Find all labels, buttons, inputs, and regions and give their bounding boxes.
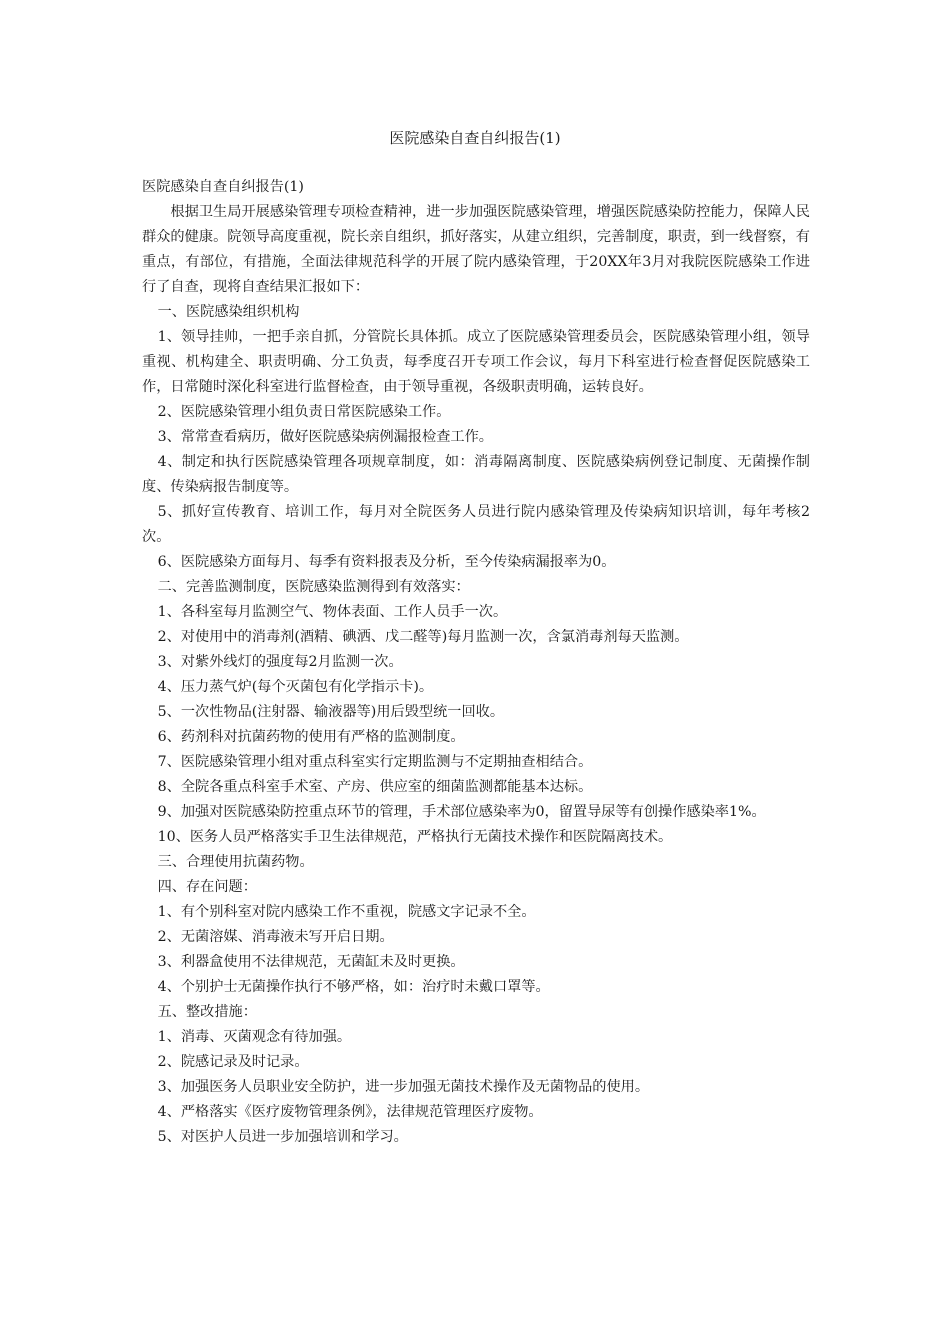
section-heading-5: 五、整改措施：	[157, 1004, 257, 1020]
list-item: 1、消毒、灭菌观念有待加强。	[157, 1029, 352, 1045]
list-item: 4、压力蒸气炉(每个灭菌包有化学指示卡)。	[157, 679, 434, 695]
document-subtitle: 医院感染自查自纠报告(1)	[142, 179, 304, 195]
list-item: 5、抓好宣传教育、培训工作，每月对全院医务人员进行院内感染管理及传染病知识培训，每年考核2次。	[142, 504, 810, 545]
document-title: 医院感染自查自纠报告(1)	[389, 129, 561, 147]
list-item: 6、医院感染方面每月、每季有资料报表及分析，至今传染病漏报率为0。	[157, 554, 616, 570]
list-item: 2、院感记录及时记录。	[157, 1054, 309, 1070]
list-item: 5、一次性物品(注射器、输液器等)用后毁型统一回收。	[157, 704, 505, 720]
list-item: 5、对医护人员进一步加强培训和学习。	[157, 1129, 408, 1145]
list-item: 3、常常查看病历，做好医院感染病例漏报检查工作。	[157, 429, 493, 445]
list-item: 4、制定和执行医院感染管理各项规章制度，如：消毒隔离制度、医院感染病例登记制度、无菌操作制度、传染病报告制度等。	[142, 454, 810, 495]
section-heading-4: 四、存在问题：	[157, 879, 257, 895]
list-item: 3、加强医务人员职业安全防护，进一步加强无菌技术操作及无菌物品的使用。	[157, 1079, 650, 1095]
list-item: 10、医务人员严格落实手卫生法律规范，严格执行无菌技术操作和医院隔离技术。	[157, 829, 673, 845]
section-heading-2: 二、完善监测制度，医院感染监测得到有效落实：	[157, 579, 470, 595]
list-item: 7、医院感染管理小组对重点科室实行定期监测与不定期抽查相结合。	[157, 754, 593, 770]
list-item: 1、有个别科室对院内感染工作不重视，院感文字记录不全。	[157, 904, 536, 920]
list-item: 1、领导挂帅，一把手亲自抓，分管院长具体抓。成立了医院感染管理委员会，医院感染管理小组，领导重视、机构建全、职责明确、分工负责，每季度召开专项工作会议，每月下科室进行检查督促医院感染工作，日常随时深化科室进行监督检查，由于领导重视，各级职责明确，运转良好。	[142, 329, 810, 395]
list-item: 2、对使用中的消毒剂(酒精、碘洒、戊二醛等)每月监测一次，含氯消毒剂每天监测。	[157, 629, 689, 645]
list-item: 2、无菌溶媒、消毒液未写开启日期。	[157, 929, 394, 945]
list-item: 8、全院各重点科室手术室、产房、供应室的细菌监测都能基本达标。	[157, 779, 593, 795]
document-body	[142, 175, 810, 1150]
list-item: 2、医院感染管理小组负责日常医院感染工作。	[157, 404, 451, 420]
list-item: 1、各科室每月监测空气、物体表面、工作人员手一次。	[157, 604, 508, 620]
list-item: 3、利器盒使用不法律规范，无菌缸未及时更换。	[157, 954, 465, 970]
list-item: 4、个别护士无菌操作执行不够严格，如：治疗时未戴口罩等。	[157, 979, 550, 995]
list-item: 9、加强对医院感染防控重点环节的管理，手术部位感染率为0，留置导尿等有创操作感染率1%。	[157, 804, 766, 820]
list-item: 6、药剂科对抗菌药物的使用有严格的监测制度。	[157, 729, 465, 745]
list-item: 4、严格落实《医疗废物管理条例》，法律规范管理医疗废物。	[157, 1104, 543, 1120]
section-heading-3: 三、合理使用抗菌药物。	[157, 854, 314, 870]
section-heading-1: 一、医院感染组织机构	[157, 304, 300, 320]
list-item: 3、对紫外线灯的强度每2月监测一次。	[157, 654, 403, 670]
intro-paragraph: 根据卫生局开展感染管理专项检查精神，进一步加强医院感染管理，增强医院感染防控能力，保障人民群众的健康。院领导高度重视，院长亲自组织，抓好落实，从建立组织，完善制度，职责，到一线督察，有重点，有部位，有措施，全面法律规范科学的开展了院内感染管理，于20XX年3月对我院医院感染工作进行了自查，现将自查结果汇报如下：	[142, 204, 810, 295]
